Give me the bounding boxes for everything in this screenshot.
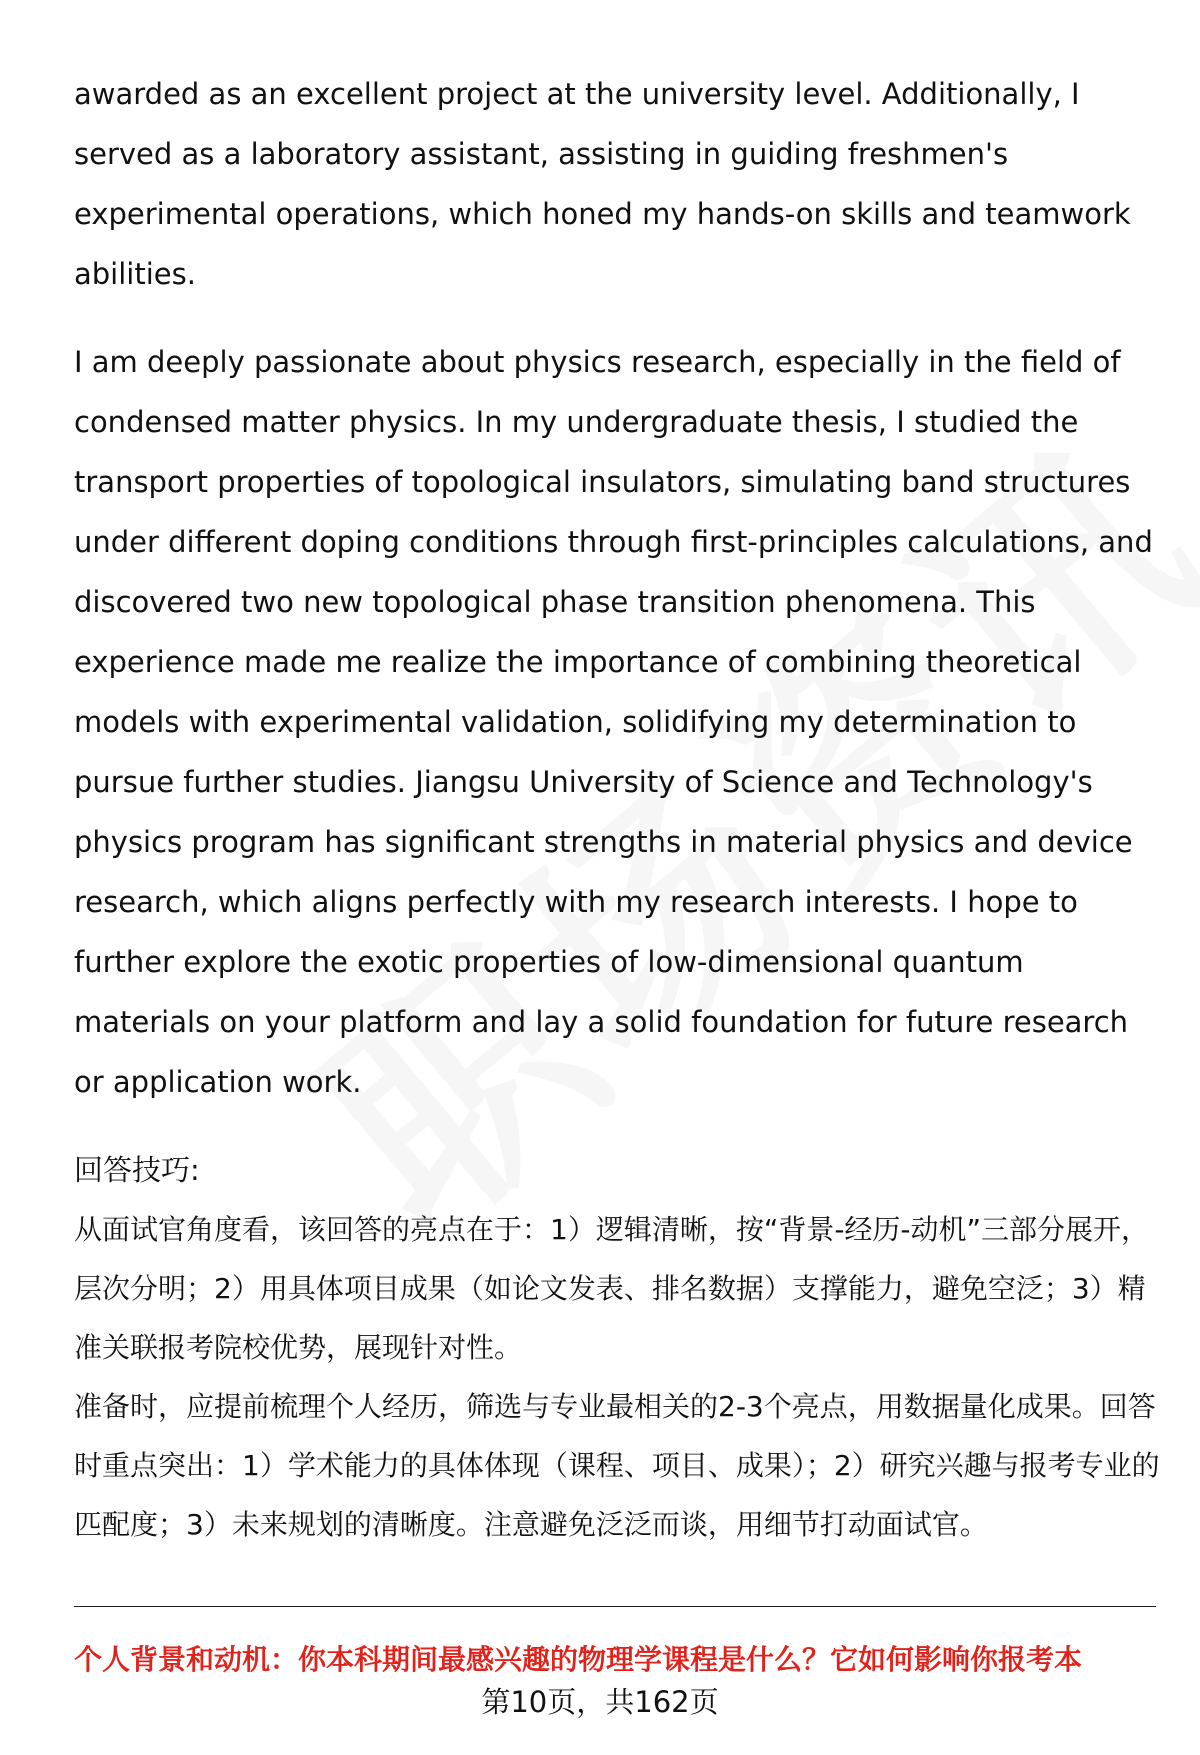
answer-paragraph-2: I am deeply passionate about physics research, especially in the field of condensed matter physics. In my undergraduate thesis, I studied the transport properties of topological insulators, simulating band structures under different doping conditions through first-principles calculations, and discovered two new topological phase transition phenomena. This experience made me realize the importance of combining theoretical models with experimental validation, solidifying my determination to pursue further studies. Jiangsu University of Science and Technology's physics program has significant strengths in material physics and device research, which aligns perfectly with my research interests. I hope to further explore the exotic properties of low-dimensional quantum materials on your platform and lay a solid foundation for future research or application work.	[74, 345, 1153, 1099]
page-number: 第10页，共162页	[481, 1685, 719, 1719]
answer-paragraph-1: awarded as an excellent project at the university level. Additionally, I served as a laboratory assistant, assisting in guiding freshmen's experimental operations, which honed my hands-on skills and teamwork abilities.	[74, 77, 1131, 291]
tips-heading: 回答技巧:	[74, 1153, 200, 1187]
tips-paragraph-1: 从面试官角度看，该回答的亮点在于：1）逻辑清晰，按“背景-经历-动机”三部分展开，层次分明；2）用具体项目成果（如论文发表、排名数据）支撑能力，避免空泛；3）精准关联报考院校优势，展现针对性。	[74, 1213, 1150, 1364]
section-divider	[74, 1606, 1156, 1607]
next-question-heading: 个人背景和动机：你本科期间最感兴趣的物理学课程是什么？它如何影响你报考本	[74, 1643, 1083, 1676]
document-body	[74, 64, 1160, 1554]
tips-paragraph-2: 准备时，应提前梳理个人经历，筛选与专业最相关的2-3个亮点，用数据量化成果。回答时重点突出：1）学术能力的具体体现（课程、项目、成果）；2）研究兴趣与报考专业的匹配度；3）未来规划的清晰度。注意避免泛泛而谈，用细节打动面试官。	[74, 1390, 1160, 1541]
